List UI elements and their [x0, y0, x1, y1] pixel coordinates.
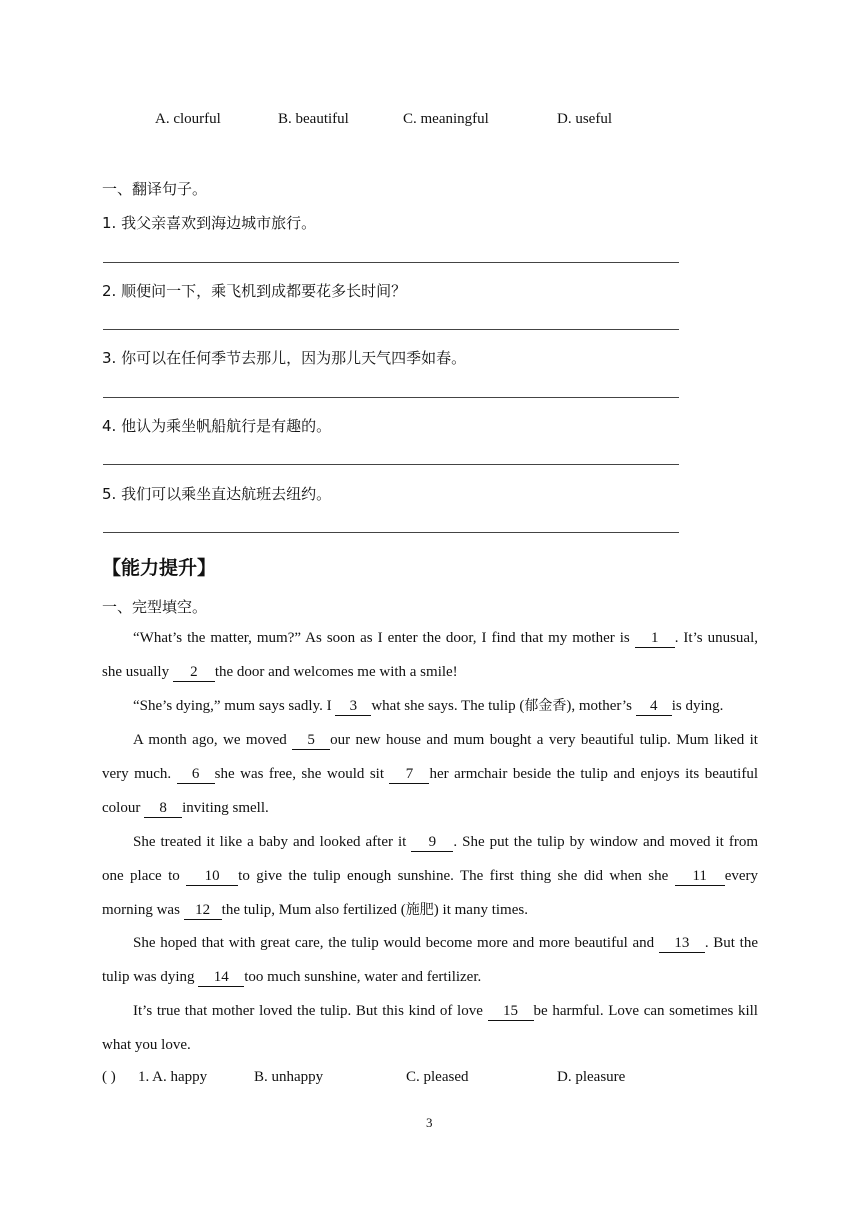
question-1-option-a: 1. A. happy [138, 1069, 208, 1085]
option-b: B. beautiful [278, 111, 349, 127]
cloze-title: 一、完型填空。 [102, 598, 208, 616]
question-1-option-b: B. unhappy [254, 1069, 324, 1085]
cloze-paragraph-6: It’s true that mother loved the tulip. But this kind of love 15 be harmful. Love can sometimes kill what you love. [102, 1003, 758, 1053]
blank-15[interactable]: 15 [488, 1002, 534, 1021]
translation-item-4: 4. 他认为乘坐帆船航行是有趣的。 [102, 417, 332, 435]
option-c: C. meaningful [403, 111, 489, 127]
blank-10[interactable]: 10 [186, 867, 238, 886]
answer-line-5[interactable] [103, 532, 679, 533]
cloze-paragraph-5: She hoped that with great care, the tulip would become more and more beautiful and 13 . But the tulip was dying 14 too much sunshine, water and fertilizer. [102, 935, 758, 985]
cloze-paragraph-3: A month ago, we moved 5 our new house and mum bought a very beautiful tulip. Mum liked it very much. 6 she was free, she would sit 7 her armchair beside the tulip and enjoys its beautiful colour 8 inviting smell. [102, 732, 759, 816]
option-d: D. useful [557, 111, 612, 127]
blank-7[interactable]: 7 [389, 765, 429, 784]
blank-4[interactable]: 4 [636, 697, 672, 716]
translation-item-3: 3. 你可以在任何季节去那儿，因为那儿天气四季如春。 [102, 349, 467, 367]
translation-item-1: 1. 我父亲喜欢到海边城市旅行。 [102, 214, 317, 232]
blank-12[interactable]: 12 [184, 901, 222, 920]
answer-line-3[interactable] [103, 397, 679, 398]
blank-8[interactable]: 8 [144, 799, 182, 818]
answer-line-2[interactable] [103, 329, 679, 330]
question-1-option-c: C. pleased [406, 1069, 469, 1085]
question-1-paren[interactable]: ( ) [102, 1069, 116, 1085]
cloze-paragraph-2: “She’s dying,” mum says sadly. I 3 what she says. The tulip (郁金香), mother’s 4 is dying. [133, 698, 724, 714]
blank-5[interactable]: 5 [292, 731, 330, 750]
translation-title: 一、翻译句子。 [102, 180, 208, 198]
blank-9[interactable]: 9 [411, 833, 453, 852]
page-number: 3 [426, 1115, 433, 1130]
answer-line-1[interactable] [103, 262, 679, 263]
blank-2[interactable]: 2 [173, 663, 215, 682]
question-1-option-d: D. pleasure [557, 1069, 626, 1085]
answer-line-4[interactable] [103, 464, 679, 465]
blank-3[interactable]: 3 [335, 697, 371, 716]
blank-1[interactable]: 1 [635, 629, 675, 648]
option-a: A. clourful [155, 111, 221, 127]
blank-6[interactable]: 6 [177, 765, 215, 784]
blank-14[interactable]: 14 [198, 968, 244, 987]
section-heading: 【能力提升】 [102, 557, 217, 579]
translation-item-5: 5. 我们可以乘坐直达航班去纽约。 [102, 485, 332, 503]
blank-11[interactable]: 11 [675, 867, 725, 886]
cloze-paragraph-4: She treated it like a baby and looked after it 9 . She put the tulip by window and moved it from one place to 10 to give the tulip enough sunshine. The first thing she did when she 11 every morning was 12 the tulip, Mum also fertilized (施肥) it many times. [102, 834, 758, 918]
blank-13[interactable]: 13 [659, 934, 705, 953]
cloze-paragraph-1: “What’s the matter, mum?” As soon as I enter the door, I find that my mother is 1 . It’s unusual, she usually 2 the door and welcomes me with a smile! [102, 630, 758, 680]
translation-item-2: 2. 顺便问一下，乘飞机到成都要花多长时间？ [102, 282, 407, 300]
